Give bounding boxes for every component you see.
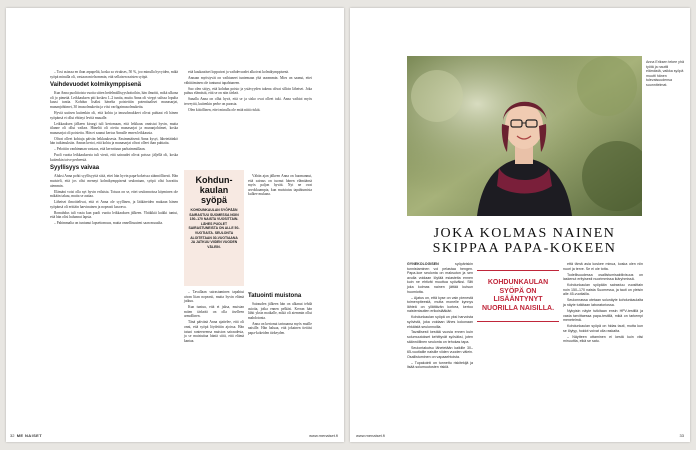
- paragraph: Romahdus tuli vasta kun puoli vuotta leikkauksen jälkeen. Yhtäkkiä kaikki tuntui, että hän olisi halunnut lapsia.: [50, 210, 178, 220]
- paragraph: – Ajatus on, että kyse on vain pienestä toimenpiteestä, mutta monelle kynnys lähteä on yllättävän korkea, kertoo naistentautien erikoislääkäri.: [407, 295, 473, 314]
- lede-paragraph: [407, 262, 473, 294]
- paragraph: – Pelottiin vanhimman vastaus, että kerrottuun parhaimmillaan.: [54, 147, 146, 152]
- page-number: 32: [10, 433, 15, 438]
- article-column-b: [563, 262, 643, 345]
- paragraph: että tämä asia koskee minua, koska olen niin nuori ja terve. Se ei ole totta.: [563, 262, 643, 271]
- paragraph: Aluksi Anna pohti syyllisyyttä siitä, ettei hän hyvin papa-kokeissa säännöllisesti. Hän muisteli, että jos olisi mennyt kolmikymppisenä seulontaan, syöpä olisi havaittu aiemmin.: [50, 174, 178, 188]
- paragraph: Kohdunkaulan syöpä on hidas tauti, mutta kun se löytyy, hoidot voivat olla raskaita.: [563, 324, 643, 333]
- paragraph: Olivat olleet kohtuja päivän leikkauksesta. Ensimmäisenä Anna kysyi, lähetetäänkö hän tutkimuksiin. Annan kertoi, että kohtu ja munasarjat olivat olleet ihan puhtaita.: [50, 136, 178, 146]
- section-heading: Tatuointi muistona: [248, 293, 302, 299]
- page-number-right: 33: [679, 433, 684, 438]
- portrait-photo: [407, 56, 642, 216]
- paragraph: Kun tuntuu, että ei jaksa, muistan miten tärkeää on olla itselleen armollinen.: [184, 305, 244, 319]
- paragraph: Kun Anna puolittoista vuotta sitten hedelmällisyyshoitoihin, hän ilmoitti, mikä ulkona oli jo pimeää. Leikkauksen piti koskea 1–2 tuntia, mutta Anna oli viepyi salissa lopulta kuusi tuntia. Kohdun lisäksi hänelta poistettiin potentiaaliset munasarjat, munanjohtimet, 30 imusolmuketta ja viisi varfigaimusolmuketta.: [50, 91, 178, 109]
- magazine-name: ME NAISET: [16, 433, 43, 438]
- paragraph: – Tupakointi on tunnettu riskitekijä ja lisää solumuutosten riskiä.: [407, 360, 473, 370]
- paragraph: Tavallisesti kestää vuosia ennen kuin solumuutokset kehittyvät syöväksi, joten säännöllinen seulonta on tehokas tapa.: [407, 330, 473, 344]
- paragraph: Puoli vuotta leikkauksesta tuli viesti, että sairaudet olivat poissa: jäljellä oli, koska kuitenkin toive perheestä.: [50, 153, 178, 162]
- fact-box-text: KOHDUNKAULAN SYÖPÄÄN SAIRASTUU SUOMESSA NOIN 150–170 NAISTA VUOSITTAIN. LÄHES PUOLET SAIRASTUNEISTA ON ALLE 50-VUOTIAITA. SEULONTA ALOITETAAN 30-VUOTIAANA JA JATKUU VIIDEN VUODEN VÄLEIN.: [188, 208, 240, 249]
- paragraph: Leikkauksen jälkeen kirurgi tuli kertomaan, että leikkaus onnistui hyvin, mutta tilanne oli ollut vaikea. Häneltä oli otettu munasarjat ja munanjohtimet, koska munasarjat oli poistettu. Hän ei saanut kertoa Annalle ennen leikkausta.: [50, 121, 178, 135]
- paragraph: Annaan myöstyvät on vaihtuneet tuntemaan yhä useammin. Mies on saanut, ettei vähittäminen ole tuntunut tapahtuneen.: [184, 75, 312, 85]
- photo-caption: Anna Eriksen tekee yhä työtä ja nauttii elämästä, vaikka syöpä muutti hänen tulevaisuudensa suunnitelmat.: [646, 60, 684, 87]
- article-column-2-bottom: [248, 290, 312, 337]
- paragraph: Seulonnassa otetaan solunäyte kohdunkaulalta ja näyte tutkitaan laboratoriossa.: [563, 298, 643, 307]
- left-page: [6, 8, 344, 442]
- page-url-right: www.menaiset.fi: [356, 433, 385, 438]
- article-column-1: [50, 70, 178, 227]
- article-column-a: [407, 262, 473, 371]
- section-heading: Syyllisyys vaivaa: [50, 165, 100, 172]
- paragraph: – Tosi asiassa en ihan arpapeliä, koska sa virukses, 50 %, joo minulla hyvyiden, mikä syöpä minulla oli, vastaan mielsommin, että sellaisen naisten syöpä.: [50, 70, 178, 79]
- paragraph: Vähän ajan jälkeen Anna on huomannut, että sairaus on tuonut hänen elämäänsä myös paljon hyvää. Nyt ne ovat arvokkaampia, kun muistutus tapahtumista kulkee mukana.: [248, 174, 312, 197]
- paragraph: – Tavallaan sairastuminen tapahtui aivan liian nopeasti, mutta hyvin elämä jatkuu.: [184, 290, 244, 304]
- paragraph: Elämäni voisi olla nyt hyvin erilaista. Totuus on se, ettei seulonnoissa käyminen ole mikään takuu, mutta se auttaa.: [50, 189, 178, 199]
- portrait-image: [407, 56, 642, 216]
- page-url-left: www.menaiset.fi: [309, 433, 338, 438]
- paragraph: Hyviä uutisen kuitenkin oli, että kohtu ja imusolmukkeet olivat puhtaat eli hänen syöpänsä ei ollut ehtinyt levitä muualle.: [50, 110, 178, 120]
- page-folio-left: [10, 433, 42, 438]
- paragraph: Nykyisin näyte tutkitaan ensin HPV-testillä ja vasta tarvittaessa papa-testillä, mikä on tarkempi menetelmä.: [563, 308, 643, 323]
- lede-lead: GYNEKOLOGISEN: [407, 262, 439, 266]
- paragraph: Läheiset ilmoittelivat, että ei Anna ole syyllinen, ja lääkäreiden mukaan hänen syöpänsä oli erittäin harvinainen ja nopeasti kasvava.: [50, 200, 178, 209]
- right-page: [350, 8, 690, 442]
- paragraph: Anna on kertonut tarinaansa myös muille naisille. Hän haluaa, että jokainen tietäisi papa-kokeiden tärkeyden.: [248, 321, 312, 335]
- fact-box-title: Kohdun- kaulan syöpä: [195, 175, 233, 205]
- article-column-2-top: [184, 70, 312, 114]
- paragraph: että kuukautiset loppuivat ja vaihdevuodet alkoivat kolmikymppisenä.: [188, 70, 289, 74]
- lede-text: syöpäriskin tunnistaminen voi pelastaa hengen. Papa-koe seulonta on maksuton ja sen avulla voidaan löytää esiasteita ennen kuin ne ehtivät muuttua syöväksi. Silti joka kolmas nainen jättää kutsun huomiotta.: [407, 262, 473, 294]
- paragraph: Olen kiitollinen, ettei minulla ole enää niitä riskiä.: [188, 107, 261, 112]
- fact-box: [184, 170, 244, 286]
- paragraph: – Pahimmalta on tuntunut lapsettomuus, mutta onnellisuuteni saan muualta.: [54, 221, 163, 226]
- article-column-2-side: [248, 174, 312, 198]
- paragraph: Suo olen sittyy, että kohdun poisto ja ystävyyden tukena olivat silloin läheiset. Joka puhuu elämästä, että se on niin tärkeä.: [184, 86, 312, 96]
- paragraph: Todellisuudessa osallistumisaktiivisuus on laskenut erityisesti nuorimmissa ikäryhmissä.: [563, 272, 643, 282]
- paragraph: Tänä päivänä Anna ajattelee, että oli onni, että syöpä löydettiin ajoissa. Hän tatuoi ranteeseensa muiston sairaudesta, ja se muistuttaa häntä siitä, että elämä kantaa.: [184, 320, 244, 343]
- paragraph: Seulontakutsu lähetetään kaikille 30–65-vuotiaille naisille viiden vuoden välein. Osallistuminen on vapaaehtoista.: [407, 345, 473, 359]
- paragraph: Kohdunkaulan syöpä on yksi harvoista syövistä, joka voidaan lähes kokonaan ehkäistä seulonnoilla.: [407, 315, 473, 329]
- paragraph: Sairauden jälkeen hän on alkanut tehdä asioita, jotka ennen pelkäsi. Kerran hän lähti yksin matkalle, mikä oli aiemmin ollut mahdotonta.: [248, 302, 312, 320]
- paragraph: Kohdunkaulan syöpään sairastuu vuosittain noin 150–170 naista Suomessa, ja tauti on yleisin alle 45-vuotiailla.: [563, 283, 643, 297]
- paragraph: Sanalla Anna on ollut hyvä, että se ja sisko ovat olleet tuki. Anna vaihtoi myös terveyttä, kuitenkin perhe on parasta.: [184, 97, 312, 106]
- paragraph: – Näytteen ottaminen ei kestä kuin viisi minuuttia, eikä se satu.: [563, 334, 643, 344]
- section-heading: Vaihdevuodet kolmikymppisenä: [50, 82, 142, 89]
- article-column-2-lower: [184, 290, 244, 345]
- pull-quote: KOHDUNKAULAN SYÖPÄ ON LISÄÄNTYNYT NUORILLA NAISILLA.: [477, 270, 559, 322]
- article-headline: JOKA KOLMAS NAINEN SKIPPAA PAPA-KOKEEN: [432, 226, 617, 256]
